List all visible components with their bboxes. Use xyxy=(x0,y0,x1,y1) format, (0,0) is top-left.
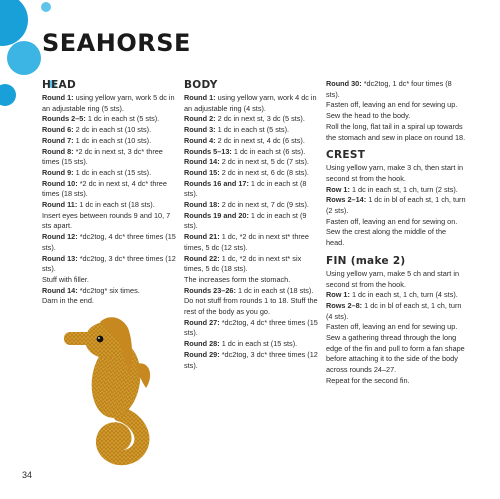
column-crest-fin xyxy=(326,79,466,387)
instruction-label: Rounds 23–26: xyxy=(184,285,236,295)
instruction-label: Rounds 16 and 17: xyxy=(184,178,249,188)
instruction-text: using yellow yarn, work 4 dc in an adjustable ring (4 sts). xyxy=(184,93,317,113)
instruction-text: 2 dc in next st, 4 dc (6 sts). xyxy=(217,135,305,145)
instruction-text: 1 dc in each st (6 sts). xyxy=(233,146,306,156)
instruction-row xyxy=(326,322,466,376)
page-number: 34 xyxy=(22,470,33,480)
instruction-row xyxy=(184,157,320,168)
instruction-text: Fasten off, leaving an end for sewing up. xyxy=(326,100,458,110)
instruction-row xyxy=(42,179,177,200)
body-instructions xyxy=(184,93,320,371)
instruction-row xyxy=(184,136,320,147)
instruction-row xyxy=(184,147,320,158)
instruction-text: 1 dc in each st (8 sts). xyxy=(184,178,307,199)
instruction-label: Rows 2–8: xyxy=(326,300,363,310)
instruction-row xyxy=(326,163,466,184)
instruction-row xyxy=(184,211,320,232)
page-title: SEAHORSE xyxy=(42,29,191,57)
instruction-label: Round 12: xyxy=(42,232,78,242)
instruction-text: 1 dc in each st (15 sts). xyxy=(221,339,298,349)
instruction-row xyxy=(326,79,466,100)
section-heading-fin: FIN (make 2) xyxy=(326,254,406,267)
instruction-row xyxy=(42,254,177,275)
instruction-text: 2 dc in next st, 5 dc (7 sts). xyxy=(221,157,309,167)
instruction-row xyxy=(326,122,466,143)
instruction-text: *2 dc in next st, 4 dc* three times (18 sts). xyxy=(42,178,167,199)
instruction-text: *dc2tog, 4 dc* three times (15 sts). xyxy=(184,317,318,338)
instruction-row xyxy=(42,136,177,147)
instruction-text: 2 dc in next st, 6 dc (8 sts). xyxy=(221,167,309,177)
seahorse-photo xyxy=(42,302,187,467)
instruction-label: Round 22: xyxy=(184,253,220,263)
instruction-label: Round 14: xyxy=(184,157,220,167)
instruction-text: 1 dc in each st, 1 ch, turn (2 sts). xyxy=(351,184,458,194)
instruction-row xyxy=(184,275,320,286)
instruction-label: Round 15: xyxy=(184,167,220,177)
instruction-row xyxy=(42,275,177,286)
body-instructions-continued xyxy=(326,79,466,143)
instruction-row xyxy=(326,290,466,301)
instruction-text: 1 dc in each st, 1 ch, turn (4 sts). xyxy=(351,290,458,300)
instruction-text: 2 dc in next st, 7 dc (9 sts). xyxy=(221,200,309,210)
instruction-text: The increases form the stomach. xyxy=(184,274,291,284)
instruction-text: 1 dc, *2 dc in next st* three times, 5 dc (12 sts). xyxy=(184,232,309,252)
instruction-label: Rows 2–14: xyxy=(326,195,367,205)
instruction-row xyxy=(184,179,320,200)
instruction-text: 1 dc in each st (18 sts). xyxy=(79,200,155,210)
instruction-label: Round 27: xyxy=(184,317,220,327)
instruction-label: Round 29: xyxy=(184,349,220,359)
instruction-row xyxy=(184,339,320,350)
instruction-text: Sew the head to the body. xyxy=(326,111,411,121)
instruction-row xyxy=(42,93,177,114)
instruction-label: Row 1: xyxy=(326,184,350,194)
instruction-row xyxy=(42,168,177,179)
instruction-text: 1 dc in each st (15 sts). xyxy=(75,167,152,177)
instruction-label: Round 13: xyxy=(42,253,78,263)
instruction-row xyxy=(42,200,177,211)
instruction-text: *dc2tog, 3 dc* three times (12 sts). xyxy=(42,253,176,274)
instruction-text: Using yellow yarn, make 3 ch, then start in second st from the hook. xyxy=(326,163,464,183)
instruction-text: 1 dc in bl of each st, 1 ch, turn (2 sts). xyxy=(326,195,466,216)
instruction-row xyxy=(42,232,177,253)
instruction-row xyxy=(326,217,466,249)
instruction-text: 1 dc in each st (18 sts). xyxy=(237,285,314,295)
section-heading-head: HEAD xyxy=(42,79,77,91)
column-head xyxy=(42,79,177,307)
instruction-row xyxy=(184,286,320,297)
instruction-label: Rounds 5–13: xyxy=(184,146,232,156)
instruction-row xyxy=(326,269,466,290)
instruction-row xyxy=(184,168,320,179)
instruction-label: Round 9: xyxy=(42,167,74,177)
instruction-row xyxy=(42,286,177,297)
instruction-label: Row 1: xyxy=(326,290,350,300)
column-body xyxy=(184,79,320,371)
instruction-text: *dc2tog, 3 dc* three times (12 sts). xyxy=(184,349,318,370)
instruction-text: 1 dc in bl of each st, 1 ch, turn (4 sts). xyxy=(326,300,462,321)
instruction-label: Round 6: xyxy=(42,125,74,135)
instruction-text: 1 dc, *2 dc in next st* six times, 5 dc (18 sts). xyxy=(184,253,302,274)
instruction-text: *2 dc in next st, 3 dc* three times (15 sts). xyxy=(42,146,163,167)
instruction-row xyxy=(42,211,177,232)
instruction-row xyxy=(326,301,466,322)
fin-instructions xyxy=(326,269,466,387)
instruction-text: using yellow yarn, work 5 dc in an adjustable ring (5 sts). xyxy=(42,93,175,113)
instruction-label: Round 14: xyxy=(42,285,78,295)
instruction-row xyxy=(326,185,466,196)
instruction-label: Round 4: xyxy=(184,135,216,145)
instruction-row xyxy=(42,147,177,168)
section-heading-body: BODY xyxy=(184,79,218,91)
instruction-label: Round 11: xyxy=(42,200,78,210)
instruction-row xyxy=(326,100,466,111)
section-heading-crest: CREST xyxy=(326,149,366,162)
instruction-row xyxy=(184,200,320,211)
instruction-label: Round 8: xyxy=(42,146,74,156)
instruction-row xyxy=(184,350,320,371)
instruction-text: 2 dc in next st, 3 dc (5 sts). xyxy=(217,114,305,124)
instruction-row xyxy=(184,318,320,339)
instruction-label: Round 21: xyxy=(184,232,220,242)
instruction-text: Fasten off, leaving an end for sewing on. Sew the crest along the middle of the head. xyxy=(326,216,458,248)
instruction-row xyxy=(184,93,320,114)
instruction-label: Round 7: xyxy=(42,135,74,145)
instruction-text: Stuff with filler. xyxy=(42,274,89,284)
instruction-row xyxy=(184,296,320,317)
instruction-text: Using yellow yarn, make 5 ch and start in second st from the hook. xyxy=(326,268,460,289)
crest-instructions xyxy=(326,163,466,249)
instruction-text: Do not stuff from rounds 1 to 18. Stuff the rest of the body as you go. xyxy=(184,296,318,317)
instruction-row xyxy=(184,232,320,253)
instruction-text: Fasten off, leaving an end for sewing up. Sew a gathering thread through the long edge of the fin and pull to form a fan shape before attaching it to the side of the body across rounds 24–27. xyxy=(326,322,465,375)
instruction-row xyxy=(184,125,320,136)
instruction-text: 1 dc in each st (5 sts). xyxy=(217,125,290,135)
instruction-label: Round 2: xyxy=(184,114,216,124)
instruction-label: Round 30: xyxy=(326,79,362,88)
instruction-label: Round 1: xyxy=(184,93,216,102)
instruction-row xyxy=(326,111,466,122)
instruction-label: Round 10: xyxy=(42,178,78,188)
instruction-text: 1 dc in each st (9 sts). xyxy=(184,210,307,231)
instruction-text: *dc2tog, 4 dc* three times (15 sts). xyxy=(42,232,176,252)
instruction-label: Round 3: xyxy=(184,125,216,135)
instruction-label: Round 28: xyxy=(184,339,220,349)
instruction-text: 2 dc in each st (10 sts). xyxy=(75,125,152,135)
instruction-text: *dc2tog, 1 dc* four times (8 sts). xyxy=(326,79,452,99)
instruction-row xyxy=(42,114,177,125)
head-instructions xyxy=(42,93,177,307)
instruction-row xyxy=(184,114,320,125)
instruction-text: 1 dc in each st (10 sts). xyxy=(75,135,152,145)
instruction-text: Insert eyes between rounds 9 and 10, 7 sts apart. xyxy=(42,210,171,231)
instruction-text: Darn in the end. xyxy=(42,296,94,306)
instruction-row xyxy=(326,195,466,216)
instruction-label: Rounds 2–5: xyxy=(42,114,86,124)
instruction-text: *dc2tog* six times. xyxy=(79,285,140,295)
instruction-text: Roll the long, flat tail in a spiral up towards the stomach and sew in place on round 18. xyxy=(326,121,466,142)
instruction-label: Rounds 19 and 20: xyxy=(184,210,249,220)
instruction-row xyxy=(326,376,466,387)
instruction-label: Round 18: xyxy=(184,200,220,210)
instruction-row xyxy=(42,125,177,136)
instruction-row xyxy=(184,254,320,275)
instruction-text: Repeat for the second fin. xyxy=(326,375,410,385)
instruction-text: 1 dc in each st (5 sts). xyxy=(87,114,160,124)
instruction-label: Round 1: xyxy=(42,93,74,102)
